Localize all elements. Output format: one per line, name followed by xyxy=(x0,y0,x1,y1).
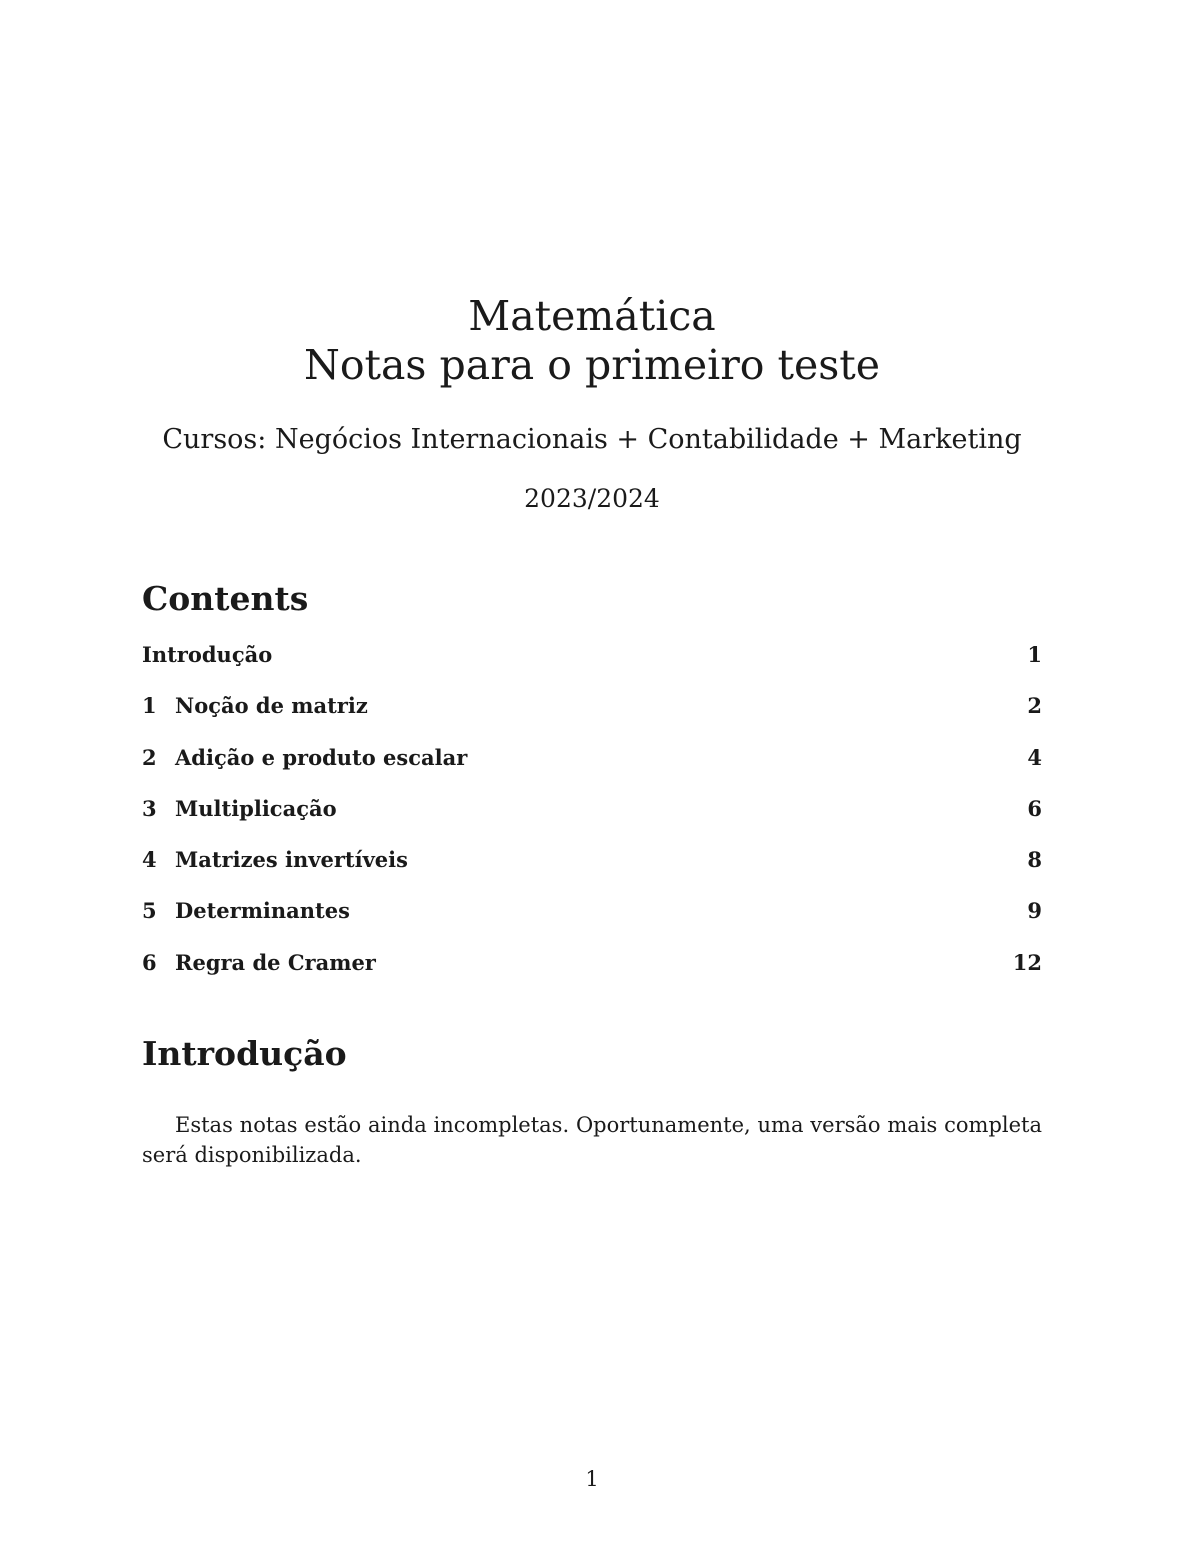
toc-entry-page: 9 xyxy=(1027,898,1042,924)
page-number: 1 xyxy=(585,1467,599,1491)
toc-entry-number: 5 xyxy=(142,898,157,924)
toc-entry-number: 4 xyxy=(142,847,157,873)
toc-entry-title: Multiplicação xyxy=(175,795,337,821)
toc-entry-nocao-de-matriz[interactable] xyxy=(142,689,1042,740)
toc-entry-page: 4 xyxy=(1027,744,1042,770)
toc-entry-number: 1 xyxy=(142,693,157,719)
toc-entry-matrizes-invertiveis[interactable] xyxy=(142,843,1042,894)
toc-entry-page: 2 xyxy=(1027,693,1042,719)
toc-entry-page: 1 xyxy=(1027,642,1042,667)
toc-entry-title: Noção de matriz xyxy=(175,693,368,719)
toc-entry-title: Matrizes invertíveis xyxy=(175,847,408,873)
introduction-heading: Introdução xyxy=(142,1034,347,1073)
toc-entry-title: Adição e produto escalar xyxy=(175,744,468,770)
toc-entry-page: 12 xyxy=(1012,949,1042,975)
academic-year: 2023/2024 xyxy=(524,484,660,513)
title-line-1: Matemática xyxy=(468,292,716,340)
toc-entry-page: 6 xyxy=(1027,795,1042,821)
table-of-contents xyxy=(142,638,1042,997)
toc-entry-number: 3 xyxy=(142,795,157,821)
toc-entry-number: 6 xyxy=(142,949,157,975)
toc-entry-title: Introdução xyxy=(142,642,273,667)
toc-entry-title: Regra de Cramer xyxy=(175,949,376,975)
toc-entry-page: 8 xyxy=(1027,847,1042,873)
toc-entry-introducao[interactable] xyxy=(142,638,1042,689)
contents-heading: Contents xyxy=(142,579,309,618)
toc-entry-title: Determinantes xyxy=(175,898,350,924)
introduction-paragraph: Estas notas estão ainda incompletas. Oportunamente, uma versão mais completa será disponibilizada. xyxy=(142,1113,1042,1167)
toc-entry-number: 2 xyxy=(142,744,157,770)
title-line-2: Notas para o primeiro teste xyxy=(303,341,881,389)
toc-entry-determinantes[interactable] xyxy=(142,894,1042,945)
toc-entry-adicao[interactable] xyxy=(142,741,1042,792)
toc-entry-multiplicacao[interactable] xyxy=(142,792,1042,843)
toc-entry-regra-de-cramer[interactable] xyxy=(142,946,1042,997)
document-title xyxy=(0,292,1184,390)
courses-subtitle: Cursos: Negócios Internacionais + Contabilidade + Marketing xyxy=(162,424,1022,455)
